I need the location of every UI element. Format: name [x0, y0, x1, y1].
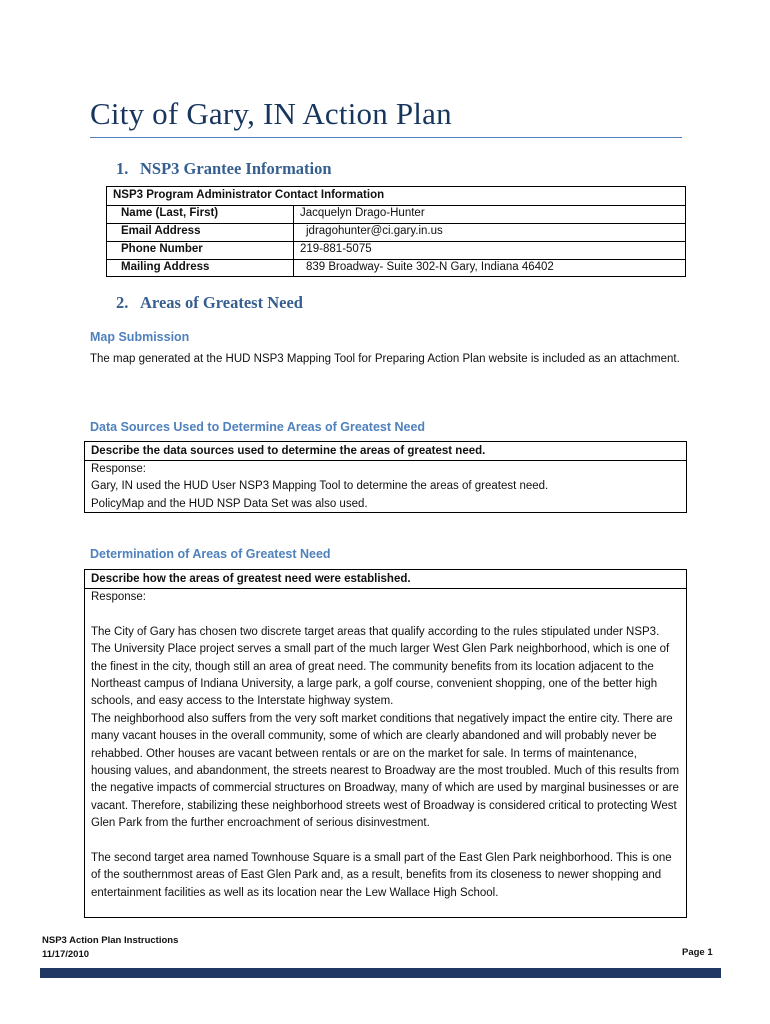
- data-sources-response-line: PolicyMap and the HUD NSP Data Set was also used.: [91, 497, 368, 510]
- data-sources-heading: Data Sources Used to Determine Areas of Greatest Need: [90, 420, 426, 434]
- footer-bar: [40, 968, 721, 978]
- blank-line: [91, 833, 680, 850]
- footer-info: [42, 934, 178, 962]
- data-sources-box: [84, 441, 687, 513]
- section-2-title: Areas of Greatest Need: [140, 293, 303, 312]
- contact-name-value: Jacquelyn Drago-Hunter: [300, 207, 425, 219]
- contact-email-label: Email Address: [121, 225, 201, 237]
- contact-table: [106, 186, 686, 277]
- section-2-number: 2.: [116, 293, 129, 312]
- contact-mailing-value: 839 Broadway- Suite 302-N Gary, Indiana 46402: [306, 261, 554, 273]
- contact-email-value: jdragohunter@ci.gary.in.us: [306, 225, 443, 237]
- section-1-number: 1.: [116, 159, 129, 178]
- contact-phone-value: 219-881-5075: [300, 243, 372, 255]
- section-1-title: NSP3 Grantee Information: [140, 159, 332, 178]
- footer-doc-name: NSP3 Action Plan Instructions: [42, 935, 179, 946]
- data-sources-question: Describe the data sources used to determine the areas of greatest need.: [85, 442, 686, 461]
- data-sources-response-label: Response:: [91, 463, 146, 475]
- contact-table-caption: NSP3 Program Administrator Contact Information: [113, 189, 385, 201]
- data-sources-response-line: Gary, IN used the HUD User NSP3 Mapping Tool to determine the areas of greatest need.: [91, 480, 549, 493]
- table-divider: [107, 223, 685, 224]
- table-divider: [107, 205, 685, 206]
- map-submission-text: The map generated at the HUD NSP3 Mapping Tool for Preparing Action Plan website is included as an attachment.: [90, 353, 680, 365]
- determination-paragraph: The neighborhood also suffers from the very soft market conditions that negatively impact the entire city. There are many vacant houses in the overall community, some of which are clearly abandoned and will probably never be rehabbed. Other houses are vacant between rentals or are on the market for sale. In terms of maintenance, housing values, and abandonment, the streets nearest to Broadway are the most troubled. Much of this results from the negative impacts of commercial structures on Broadway, many of which are used by marginal businesses or are vacant. Therefore, stabilizing these neighborhood streets west of Broadway is considered critical to protecting West Glen Park from the further encroachment of serious disinvestment.: [91, 712, 680, 830]
- page-title: City of Gary, IN Action Plan: [90, 96, 452, 131]
- table-column-divider: [293, 205, 294, 276]
- contact-name-label: Name (Last, First): [121, 207, 219, 219]
- map-submission-heading: Map Submission: [90, 330, 190, 344]
- contact-mailing-label: Mailing Address: [121, 261, 210, 273]
- page-number: Page 1: [682, 947, 713, 958]
- section-2-heading: [116, 293, 303, 313]
- table-divider: [107, 241, 685, 242]
- determination-response-label: Response:: [91, 591, 146, 603]
- title-underline: [90, 137, 682, 138]
- determination-box: [84, 569, 687, 918]
- contact-phone-label: Phone Number: [121, 243, 203, 255]
- determination-paragraph: The second target area named Townhouse Square is a small part of the East Glen Park neighborhood. This is one of the southernmost areas of East Glen Park and, as a result, benefits from its closeness to newer shopping and entertainment facilities as well as its location near the Lew Wallace High School.: [91, 852, 672, 899]
- determination-heading: Determination of Areas of Greatest Need: [90, 547, 331, 561]
- table-divider: [107, 259, 685, 260]
- determination-paragraph: The City of Gary has chosen two discrete target areas that qualify according to the rules stipulated under NSP3. The University Place project serves a small part of the much larger West Glen Park neighborhood, which is one of the finest in the city, though still an area of great need. The community benefits from its location adjacent to the Northeast campus of Indiana University, a large park, a golf course, convenient shopping, one of the better high schools, and easy access to the Interstate highway system.: [91, 625, 670, 708]
- section-1-heading: [116, 159, 332, 179]
- determination-question: Describe how the areas of greatest need were established.: [85, 570, 686, 589]
- footer-date: 11/17/2010: [42, 949, 90, 960]
- blank-line: [91, 606, 680, 623]
